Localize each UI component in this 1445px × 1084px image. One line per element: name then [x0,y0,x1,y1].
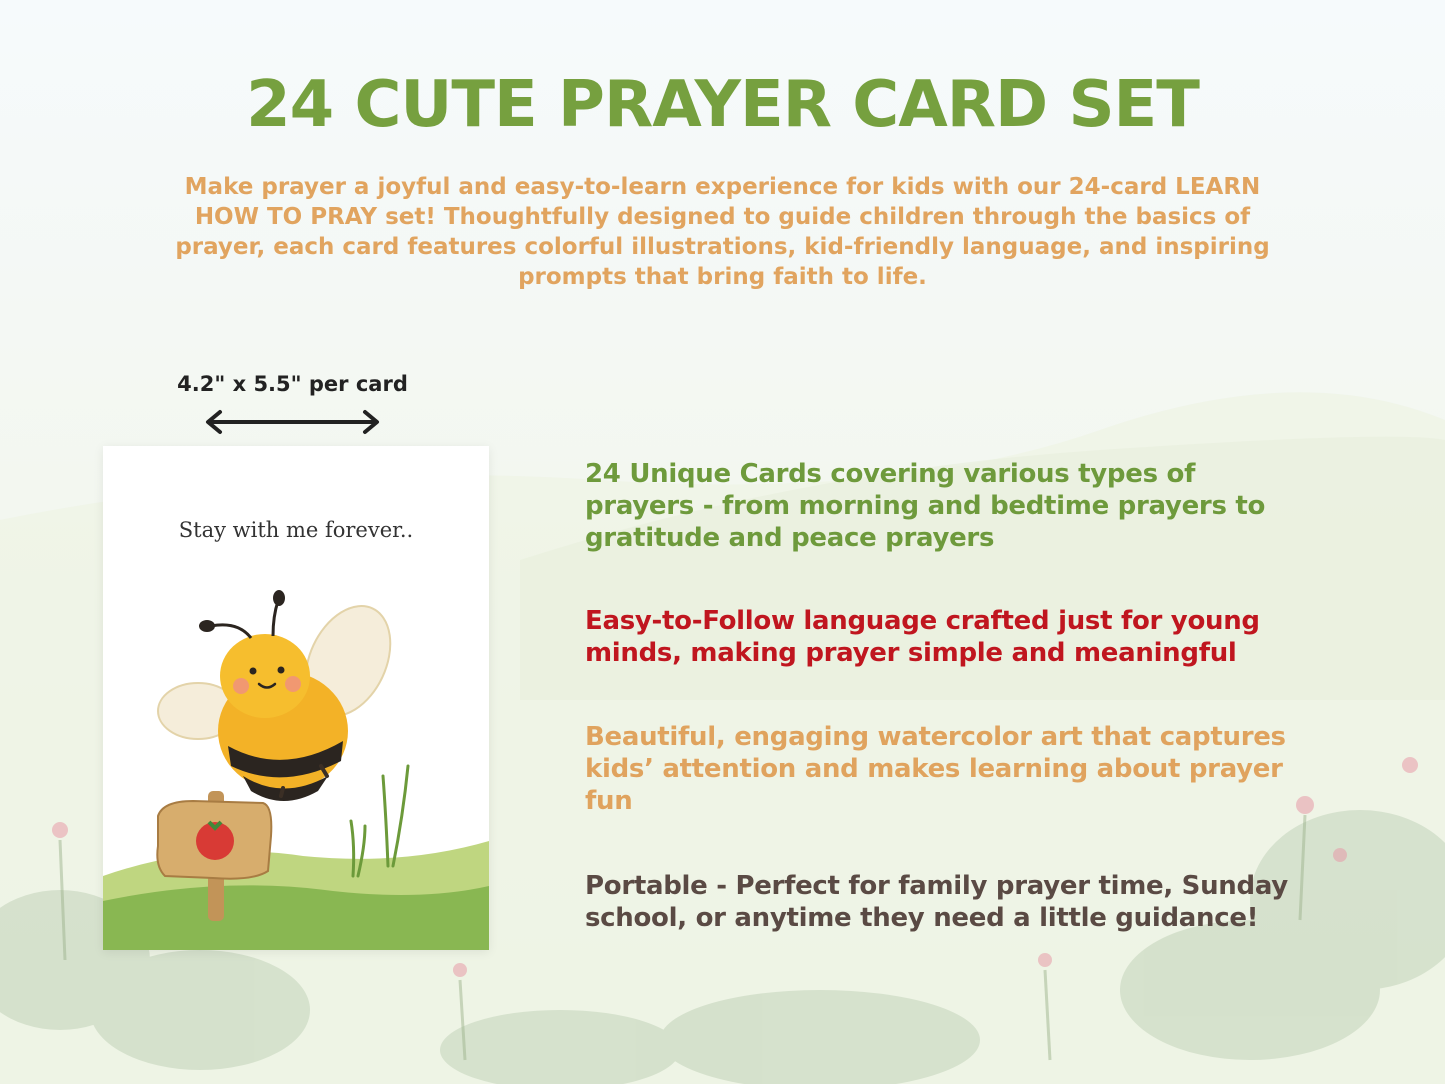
prayer-card-preview [103,446,489,950]
double-headed-arrow-icon [200,408,385,436]
card-caption: Stay with me forever.. [178,518,414,542]
feature-unique-cards: 24 Unique Cards covering various types of prayers - from morning and bedtime prayers to gratitude and peace prayers [585,459,1266,553]
page-title: 24 CUTE PRAYER CARD SET [246,68,1199,142]
feature-easy-language: Easy-to-Follow language crafted just for young minds, making prayer simple and meaningful [585,606,1260,668]
page-subtitle: Make prayer a joyful and easy-to-learn experience for kids with our 24-card LEARN HOW TO PRAY set! Thoughtfully designed to guide children through the basics of prayer, each card features colorful illustrations, kid-friendly language, and inspiring prompts that bring faith to life. [175,174,1270,290]
card-dimension-label: 4.2" x 5.5" per card [177,372,408,396]
feature-portable: Portable - Perfect for family prayer time, Sunday school, or anytime they need a little guidance! [585,871,1288,933]
feature-watercolor-art: Beautiful, engaging watercolor art that captures kids’ attention and makes learning about prayer fun [585,722,1286,816]
